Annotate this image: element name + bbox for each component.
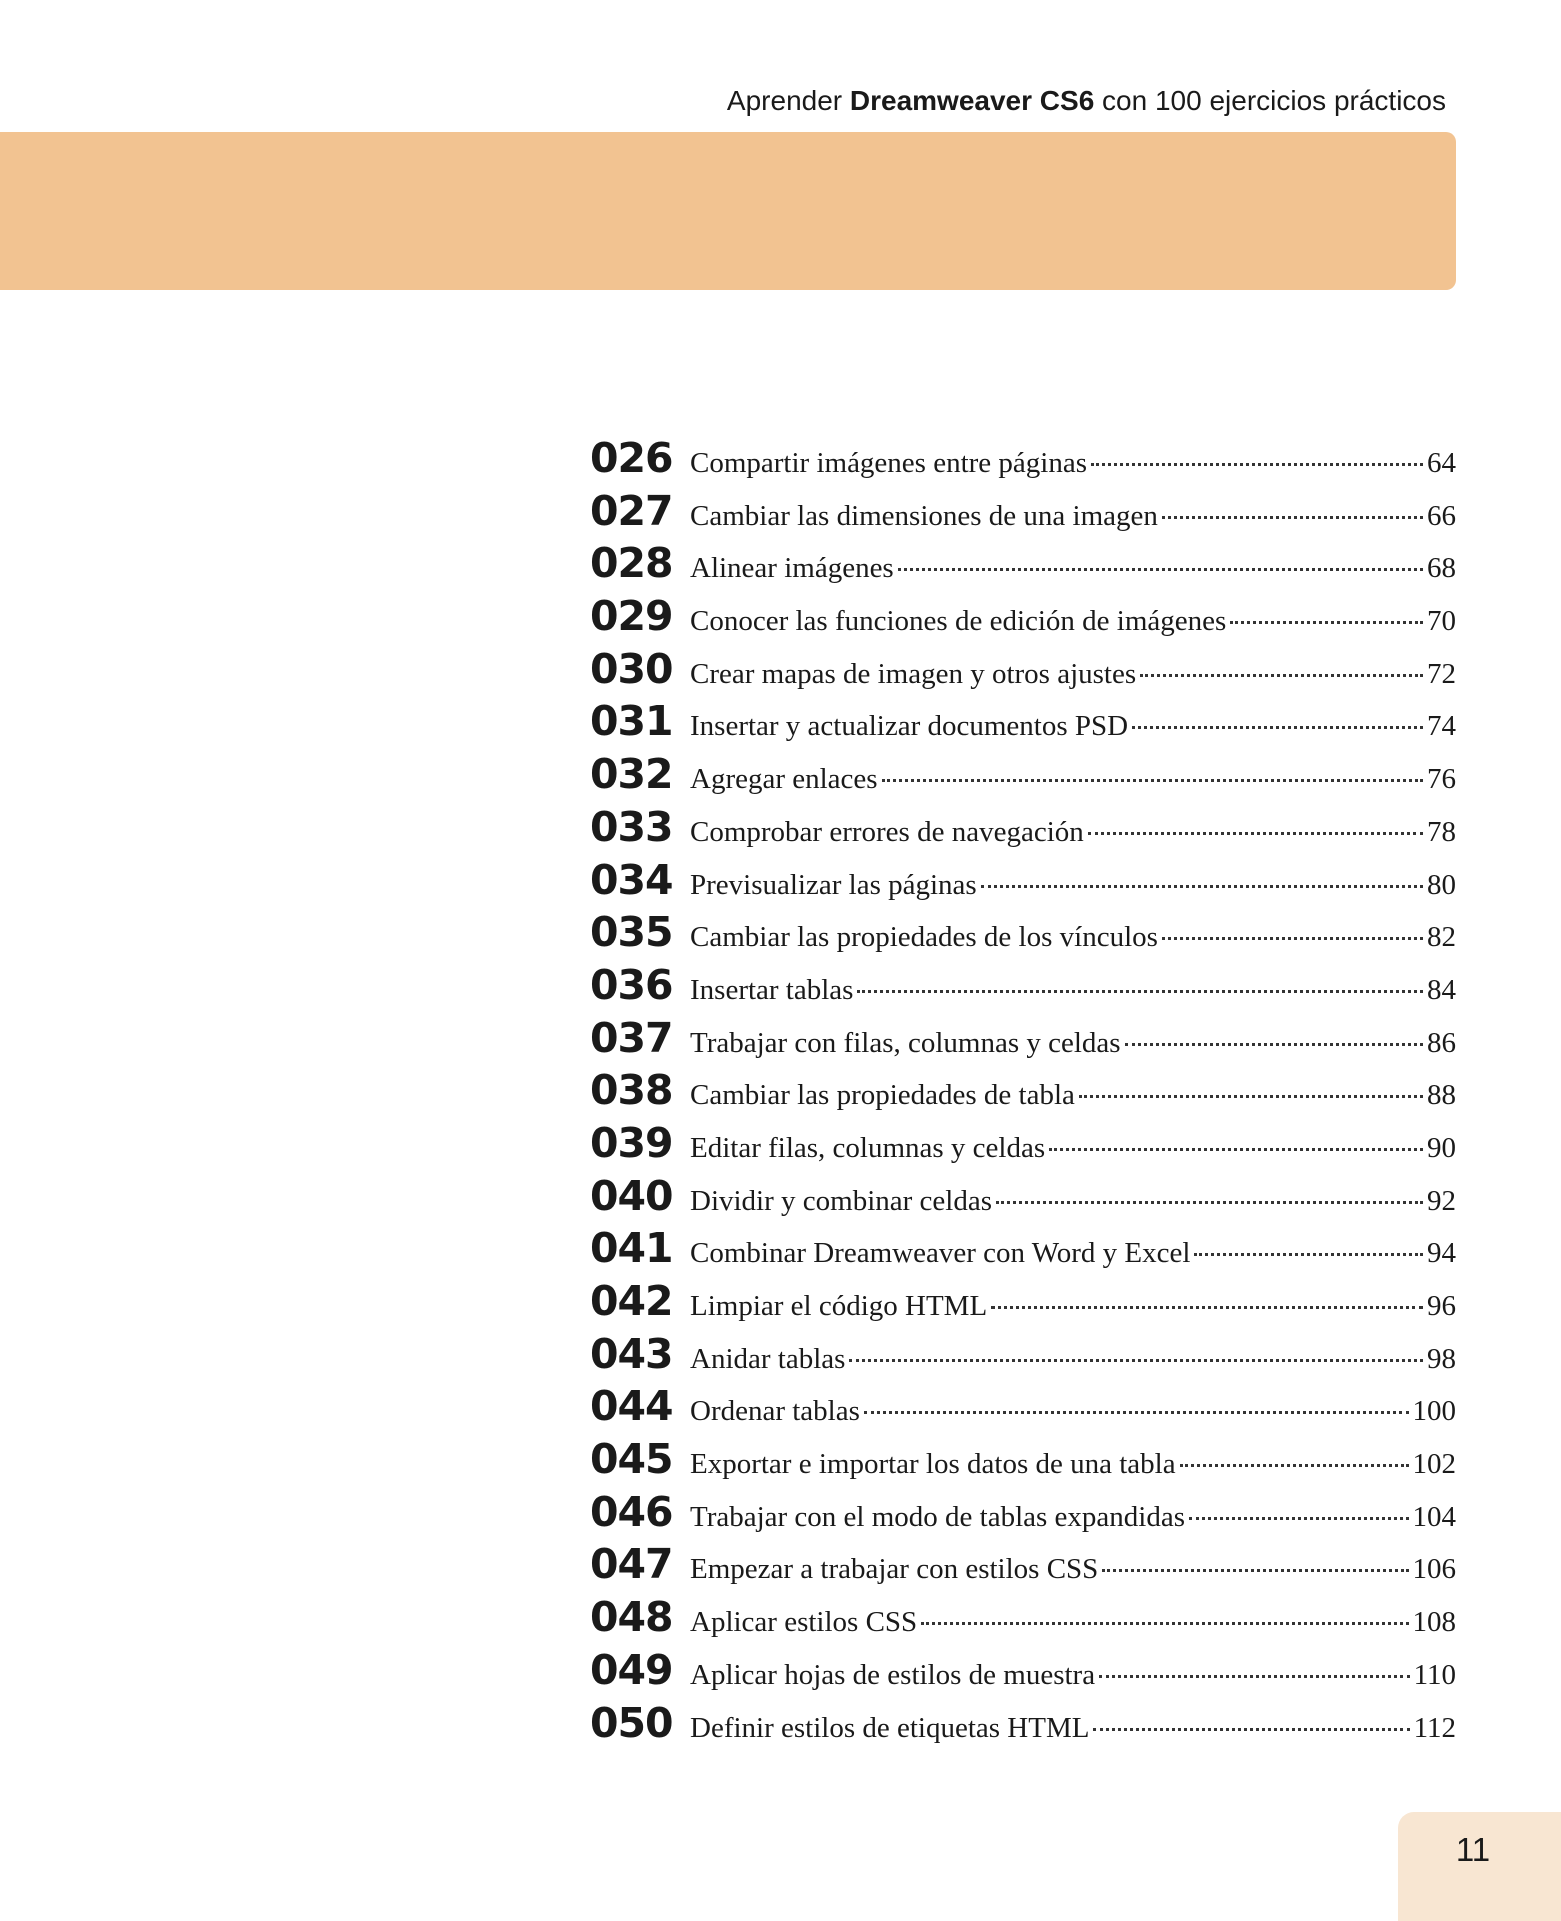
toc-entry-title: Combinar Dreamweaver con Word y Excel	[690, 1237, 1191, 1270]
toc-entry	[590, 1119, 1456, 1172]
toc-entry-page: 72	[1427, 657, 1456, 690]
toc-entry-page: 106	[1412, 1553, 1456, 1586]
toc-entry	[590, 1382, 1456, 1435]
toc-entry-number: 046	[590, 1487, 673, 1536]
toc-dot-leader	[921, 1622, 1408, 1625]
toc-entry-page: 100	[1412, 1395, 1456, 1428]
toc-dot-leader	[898, 568, 1423, 571]
toc-entry-number: 029	[590, 592, 673, 641]
header-band	[0, 132, 1456, 290]
toc-entry-number: 034	[590, 855, 673, 904]
toc-entry-title: Definir estilos de etiquetas HTML	[690, 1711, 1090, 1744]
toc-entry-number: 045	[590, 1435, 673, 1484]
toc-entry-page: 110	[1413, 1658, 1456, 1691]
toc-entry	[590, 803, 1456, 856]
toc-dot-leader	[1194, 1253, 1423, 1256]
toc-entry-page: 96	[1427, 1290, 1456, 1322]
toc-entry	[590, 539, 1456, 592]
toc-entry-number: 050	[590, 1698, 673, 1747]
toc-entry-page: 70	[1427, 605, 1456, 638]
toc-entry-title: Anidar tablas	[690, 1342, 846, 1375]
toc-entry	[590, 908, 1456, 961]
toc-entry-page: 64	[1427, 447, 1456, 479]
toc-entry-page: 66	[1427, 499, 1456, 532]
toc-entry	[590, 1172, 1456, 1225]
toc-entry	[590, 487, 1456, 540]
toc-entry-number: 032	[590, 750, 673, 799]
running-header	[727, 84, 1446, 118]
toc-dot-leader	[1180, 1464, 1409, 1467]
toc-entry-number: 044	[590, 1382, 673, 1431]
toc-entry-page: 112	[1413, 1711, 1456, 1744]
toc-entry	[590, 750, 1456, 803]
toc-entry	[590, 1330, 1456, 1383]
toc-entry	[590, 697, 1456, 750]
toc-entry-title: Exportar e importar los datos de una tabla	[690, 1448, 1176, 1481]
toc-entry-title: Trabajar con el modo de tablas expandidas	[690, 1500, 1186, 1533]
toc-entry	[590, 1014, 1456, 1067]
toc-entry	[590, 1277, 1456, 1330]
toc-entry-page: 104	[1412, 1500, 1456, 1533]
toc-entry-number: 038	[590, 1066, 673, 1115]
toc-dot-leader	[1132, 726, 1423, 729]
toc-entry-number: 049	[590, 1645, 673, 1694]
header-prefix: Aprender	[726, 85, 843, 116]
toc-entry-title: Alinear imágenes	[690, 552, 894, 585]
toc-entry-page: 82	[1427, 921, 1456, 954]
toc-entry-title: Insertar y actualizar documentos PSD	[690, 710, 1129, 743]
toc-entry-number: 035	[590, 908, 673, 957]
toc-entry	[590, 856, 1456, 909]
toc-entry-number: 030	[590, 644, 673, 693]
toc-entry-number: 039	[590, 1118, 673, 1167]
toc-entry-page: 84	[1427, 973, 1456, 1006]
toc-entry-title: Aplicar estilos CSS	[690, 1606, 918, 1639]
toc-entry-title: Aplicar hojas de estilos de muestra	[690, 1658, 1096, 1691]
header-book-title: Dreamweaver CS6	[849, 85, 1095, 116]
toc-entry-title: Ordenar tablas	[690, 1395, 860, 1428]
toc-entry-title: Crear mapas de imagen y otros ajustes	[690, 657, 1137, 690]
toc-dot-leader	[1125, 1043, 1423, 1046]
toc-dot-leader	[1162, 516, 1423, 519]
toc-entry-title: Insertar tablas	[690, 973, 854, 1006]
toc-dot-leader	[991, 1306, 1423, 1309]
toc-entry	[590, 1224, 1456, 1277]
toc-entry-page: 108	[1412, 1606, 1456, 1639]
toc-entry-number: 033	[590, 802, 673, 851]
page-number: 11	[1455, 1831, 1491, 1868]
toc-entry-page: 86	[1427, 1026, 1456, 1059]
toc-entry-title: Limpiar el código HTML	[690, 1290, 988, 1322]
toc-dot-leader	[1049, 1148, 1423, 1151]
toc-entry-number: 043	[590, 1329, 673, 1378]
toc-entry-number: 027	[590, 486, 673, 535]
toc-entry	[590, 1699, 1456, 1752]
toc-entry-page: 90	[1427, 1131, 1456, 1164]
toc-entry-title: Previsualizar las páginas	[690, 868, 977, 901]
toc-entry-page: 98	[1427, 1342, 1456, 1375]
toc-dot-leader	[1079, 1095, 1423, 1098]
toc-entry-title: Cambiar las propiedades de los vínculos	[690, 921, 1158, 954]
toc-entry-number: 028	[590, 539, 673, 588]
toc-dot-leader	[1099, 1675, 1409, 1678]
toc-entry-title: Compartir imágenes entre páginas	[690, 447, 1088, 479]
toc-entry-number: 036	[590, 960, 673, 1009]
toc-entry-page: 78	[1427, 815, 1456, 848]
toc-entry	[590, 961, 1456, 1014]
toc-entry-number: 037	[590, 1013, 673, 1062]
toc-entry	[590, 1540, 1456, 1593]
toc-entry	[590, 1488, 1456, 1541]
toc-entry-number: 048	[590, 1593, 673, 1642]
toc-dot-leader	[864, 1411, 1409, 1414]
toc-entry-page: 92	[1427, 1184, 1456, 1217]
toc-entry-page: 94	[1427, 1237, 1456, 1270]
toc-entry-page: 102	[1412, 1448, 1456, 1481]
toc-entry-title: Editar filas, columnas y celdas	[690, 1131, 1046, 1164]
toc-entry-title: Trabajar con filas, columnas y celdas	[690, 1026, 1121, 1059]
toc-dot-leader	[996, 1201, 1423, 1204]
toc-entry-page: 88	[1427, 1079, 1456, 1112]
toc-dot-leader	[1091, 463, 1423, 466]
toc-entry	[590, 434, 1456, 487]
toc-entry	[590, 592, 1456, 645]
toc-entry	[590, 1593, 1456, 1646]
toc-dot-leader	[1102, 1569, 1408, 1572]
toc-entry	[590, 1646, 1456, 1699]
toc-entry-number: 042	[590, 1277, 673, 1325]
toc-entry-page: 74	[1427, 710, 1456, 743]
toc-dot-leader	[1162, 937, 1423, 940]
toc-entry-number: 041	[590, 1224, 673, 1273]
toc-entry-title: Dividir y combinar celdas	[690, 1184, 992, 1217]
toc-dot-leader	[1088, 832, 1423, 835]
header-suffix: con 100 ejercicios prácticos	[1102, 85, 1446, 116]
toc-dot-leader	[1230, 621, 1423, 624]
toc-dot-leader	[1140, 674, 1423, 677]
toc-entry	[590, 645, 1456, 698]
toc-dot-leader	[849, 1359, 1423, 1362]
toc-dot-leader	[882, 779, 1423, 782]
table-of-contents	[590, 434, 1456, 1751]
toc-entry-number: 040	[590, 1171, 673, 1220]
toc-entry-number: 047	[590, 1540, 673, 1589]
toc-dot-leader	[857, 990, 1423, 993]
toc-entry-page: 80	[1427, 868, 1456, 901]
toc-entry-title: Cambiar las dimensiones de una imagen	[690, 499, 1158, 532]
toc-dot-leader	[1189, 1517, 1408, 1520]
toc-entry-title: Cambiar las propiedades de tabla	[690, 1079, 1075, 1112]
toc-entry	[590, 1435, 1456, 1488]
toc-entry	[590, 1066, 1456, 1119]
toc-entry-title: Empezar a trabajar con estilos CSS	[690, 1553, 1099, 1586]
toc-dot-leader	[1093, 1728, 1409, 1731]
toc-entry-page: 76	[1427, 763, 1456, 796]
toc-entry-page: 68	[1427, 552, 1456, 585]
toc-entry-title: Comprobar errores de navegación	[690, 815, 1084, 848]
toc-entry-number: 031	[590, 697, 673, 746]
toc-entry-number: 026	[590, 434, 673, 482]
toc-entry-title: Agregar enlaces	[690, 763, 878, 796]
toc-dot-leader	[981, 885, 1423, 888]
toc-entry-title: Conocer las funciones de edición de imágenes	[690, 605, 1227, 638]
